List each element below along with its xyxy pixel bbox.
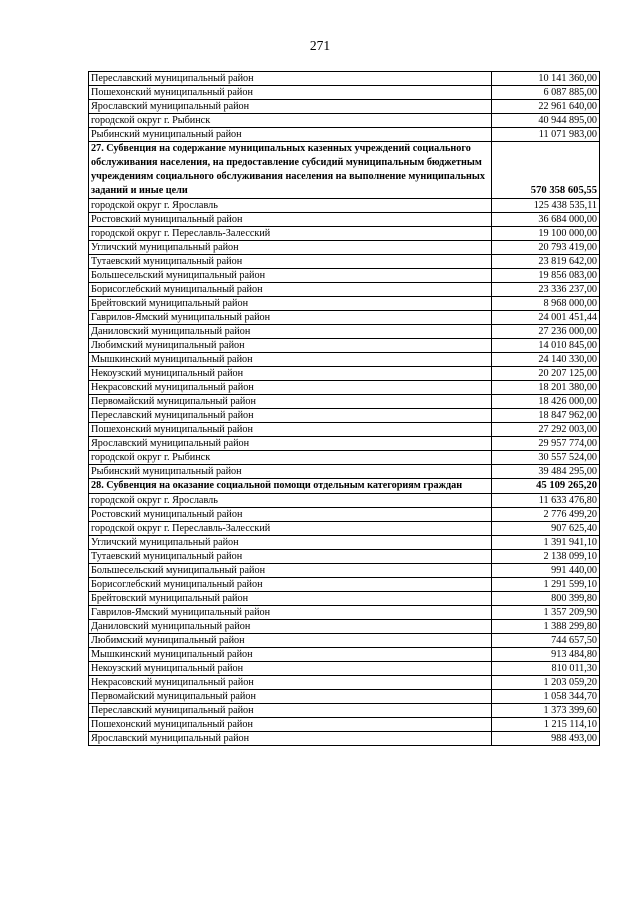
amount-value: 991 440,00 bbox=[492, 564, 600, 578]
table-row bbox=[89, 114, 600, 128]
table-row bbox=[89, 128, 600, 142]
amount-value: 10 141 360,00 bbox=[492, 72, 600, 86]
table-row bbox=[89, 269, 600, 283]
amount-value: 36 684 000,00 bbox=[492, 213, 600, 227]
amount-value: 2 138 099,10 bbox=[492, 550, 600, 564]
recipient-name: Угличский муниципальный район bbox=[89, 536, 492, 550]
table-row bbox=[89, 634, 600, 648]
amount-value: 2 776 499,20 bbox=[492, 508, 600, 522]
table-row bbox=[89, 241, 600, 255]
amount-value: 18 426 000,00 bbox=[492, 395, 600, 409]
recipient-name: Ростовский муниципальный район bbox=[89, 213, 492, 227]
amount-value: 27 236 000,00 bbox=[492, 325, 600, 339]
amount-value: 20 793 419,00 bbox=[492, 241, 600, 255]
amount-value: 19 856 083,00 bbox=[492, 269, 600, 283]
table-row bbox=[89, 409, 600, 423]
amount-value: 11 071 983,00 bbox=[492, 128, 600, 142]
table-row bbox=[89, 311, 600, 325]
table-row bbox=[89, 86, 600, 100]
amount-value: 570 358 605,55 bbox=[492, 142, 600, 199]
table-row bbox=[89, 648, 600, 662]
recipient-name: Некрасовский муниципальный район bbox=[89, 676, 492, 690]
recipient-name: Пошехонский муниципальный район bbox=[89, 86, 492, 100]
recipient-name: Тутаевский муниципальный район bbox=[89, 255, 492, 269]
recipient-name: Тутаевский муниципальный район bbox=[89, 550, 492, 564]
amount-value: 907 625,40 bbox=[492, 522, 600, 536]
amount-value: 19 100 000,00 bbox=[492, 227, 600, 241]
recipient-name: городской округ г. Ярославль bbox=[89, 494, 492, 508]
table-row bbox=[89, 423, 600, 437]
table-row bbox=[89, 662, 600, 676]
table-row bbox=[89, 297, 600, 311]
amount-value: 39 484 295,00 bbox=[492, 465, 600, 479]
amount-value: 6 087 885,00 bbox=[492, 86, 600, 100]
page-number: 271 bbox=[309, 38, 331, 53]
table-row bbox=[89, 592, 600, 606]
amount-value: 1 373 399,60 bbox=[492, 704, 600, 718]
table-row bbox=[89, 550, 600, 564]
amount-value: 23 819 642,00 bbox=[492, 255, 600, 269]
amount-value: 23 336 237,00 bbox=[492, 283, 600, 297]
amount-value: 30 557 524,00 bbox=[492, 451, 600, 465]
amount-value: 1 357 209,90 bbox=[492, 606, 600, 620]
table-row bbox=[89, 508, 600, 522]
recipient-name: городской округ г. Ярославль bbox=[89, 199, 492, 213]
recipient-name: Любимский муниципальный район bbox=[89, 339, 492, 353]
amount-value: 1 388 299,80 bbox=[492, 620, 600, 634]
section-header-row bbox=[89, 479, 600, 494]
recipient-name: Переславский муниципальный район bbox=[89, 409, 492, 423]
recipient-name: Большесельский муниципальный район bbox=[89, 269, 492, 283]
table-row bbox=[89, 255, 600, 269]
table-row bbox=[89, 494, 600, 508]
amount-value: 1 391 941,10 bbox=[492, 536, 600, 550]
recipient-name: Пошехонский муниципальный район bbox=[89, 423, 492, 437]
table-row bbox=[89, 606, 600, 620]
table-row bbox=[89, 676, 600, 690]
amount-value: 40 944 895,00 bbox=[492, 114, 600, 128]
recipient-name: Рыбинский муниципальный район bbox=[89, 465, 492, 479]
amount-value: 20 207 125,00 bbox=[492, 367, 600, 381]
recipient-name: Любимский муниципальный район bbox=[89, 634, 492, 648]
table-row bbox=[89, 704, 600, 718]
section-header-row bbox=[89, 142, 600, 199]
recipient-name: Мышкинский муниципальный район bbox=[89, 353, 492, 367]
amount-value: 24 140 330,00 bbox=[492, 353, 600, 367]
amount-value: 24 001 451,44 bbox=[492, 311, 600, 325]
amount-value: 8 968 000,00 bbox=[492, 297, 600, 311]
table-row bbox=[89, 283, 600, 297]
recipient-name: городской округ г. Рыбинск bbox=[89, 114, 492, 128]
recipient-name: Брейтовский муниципальный район bbox=[89, 592, 492, 606]
amount-value: 1 215 114,10 bbox=[492, 718, 600, 732]
table-row bbox=[89, 395, 600, 409]
table-row bbox=[89, 199, 600, 213]
recipient-name: Ростовский муниципальный район bbox=[89, 508, 492, 522]
recipient-name: Ярославский муниципальный район bbox=[89, 437, 492, 451]
recipient-name: Угличский муниципальный район bbox=[89, 241, 492, 255]
recipient-name: Борисоглебский муниципальный район bbox=[89, 578, 492, 592]
recipient-name: городской округ г. Переславль-Залесский bbox=[89, 227, 492, 241]
recipient-name: Первомайский муниципальный район bbox=[89, 395, 492, 409]
table-row bbox=[89, 227, 600, 241]
amount-value: 1 291 599,10 bbox=[492, 578, 600, 592]
recipient-name: Мышкинский муниципальный район bbox=[89, 648, 492, 662]
amount-value: 810 011,30 bbox=[492, 662, 600, 676]
table-row bbox=[89, 451, 600, 465]
recipient-name: 28. Субвенция на оказание социальной помощи отдельным категориям граждан bbox=[89, 479, 492, 494]
amount-value: 18 847 962,00 bbox=[492, 409, 600, 423]
table-row bbox=[89, 72, 600, 86]
table-row bbox=[89, 353, 600, 367]
recipient-name: Некоузский муниципальный район bbox=[89, 367, 492, 381]
recipient-name: городской округ г. Рыбинск bbox=[89, 451, 492, 465]
recipient-name: Переславский муниципальный район bbox=[89, 704, 492, 718]
recipient-name: Даниловский муниципальный район bbox=[89, 325, 492, 339]
recipient-name: Переславский муниципальный район bbox=[89, 72, 492, 86]
table-row bbox=[89, 100, 600, 114]
recipient-name: Гаврилов-Ямский муниципальный район bbox=[89, 311, 492, 325]
recipient-name: Брейтовский муниципальный район bbox=[89, 297, 492, 311]
budget-table-body bbox=[89, 72, 600, 746]
table-row bbox=[89, 381, 600, 395]
amount-value: 125 438 535,11 bbox=[492, 199, 600, 213]
table-row bbox=[89, 718, 600, 732]
recipient-name: Ярославский муниципальный район bbox=[89, 100, 492, 114]
recipient-name: Гаврилов-Ямский муниципальный район bbox=[89, 606, 492, 620]
recipient-name: Первомайский муниципальный район bbox=[89, 690, 492, 704]
recipient-name: Пошехонский муниципальный район bbox=[89, 718, 492, 732]
amount-value: 11 633 476,80 bbox=[492, 494, 600, 508]
amount-value: 18 201 380,00 bbox=[492, 381, 600, 395]
amount-value: 1 203 059,20 bbox=[492, 676, 600, 690]
table-row bbox=[89, 578, 600, 592]
amount-value: 800 399,80 bbox=[492, 592, 600, 606]
recipient-name: Некоузский муниципальный район bbox=[89, 662, 492, 676]
table-row bbox=[89, 437, 600, 451]
recipient-name: 27. Субвенция на содержание муниципальных казенных учреждений социального обслуживания населения, на предоставление субсидий муниципальным бюджетным учреждениям социального обслуживания населения на выполнение муниципальных заданий и иные цели bbox=[89, 142, 492, 199]
table-row bbox=[89, 325, 600, 339]
table-row bbox=[89, 522, 600, 536]
amount-value: 744 657,50 bbox=[492, 634, 600, 648]
recipient-name: Борисоглебский муниципальный район bbox=[89, 283, 492, 297]
recipient-name: Некрасовский муниципальный район bbox=[89, 381, 492, 395]
amount-value: 29 957 774,00 bbox=[492, 437, 600, 451]
recipient-name: Большесельский муниципальный район bbox=[89, 564, 492, 578]
table-row bbox=[89, 536, 600, 550]
table-row bbox=[89, 367, 600, 381]
amount-value: 27 292 003,00 bbox=[492, 423, 600, 437]
table-row bbox=[89, 465, 600, 479]
recipient-name: Ярославский муниципальный район bbox=[89, 732, 492, 746]
table-row bbox=[89, 690, 600, 704]
amount-value: 14 010 845,00 bbox=[492, 339, 600, 353]
amount-value: 22 961 640,00 bbox=[492, 100, 600, 114]
recipient-name: городской округ г. Переславль-Залесский bbox=[89, 522, 492, 536]
recipient-name: Даниловский муниципальный район bbox=[89, 620, 492, 634]
amount-value: 45 109 265,20 bbox=[492, 479, 600, 494]
recipient-name: Рыбинский муниципальный район bbox=[89, 128, 492, 142]
budget-table bbox=[88, 71, 600, 746]
table-row bbox=[89, 564, 600, 578]
table-row bbox=[89, 339, 600, 353]
table-row bbox=[89, 732, 600, 746]
table-row bbox=[89, 620, 600, 634]
table-row bbox=[89, 213, 600, 227]
amount-value: 988 493,00 bbox=[492, 732, 600, 746]
amount-value: 913 484,80 bbox=[492, 648, 600, 662]
amount-value: 1 058 344,70 bbox=[492, 690, 600, 704]
